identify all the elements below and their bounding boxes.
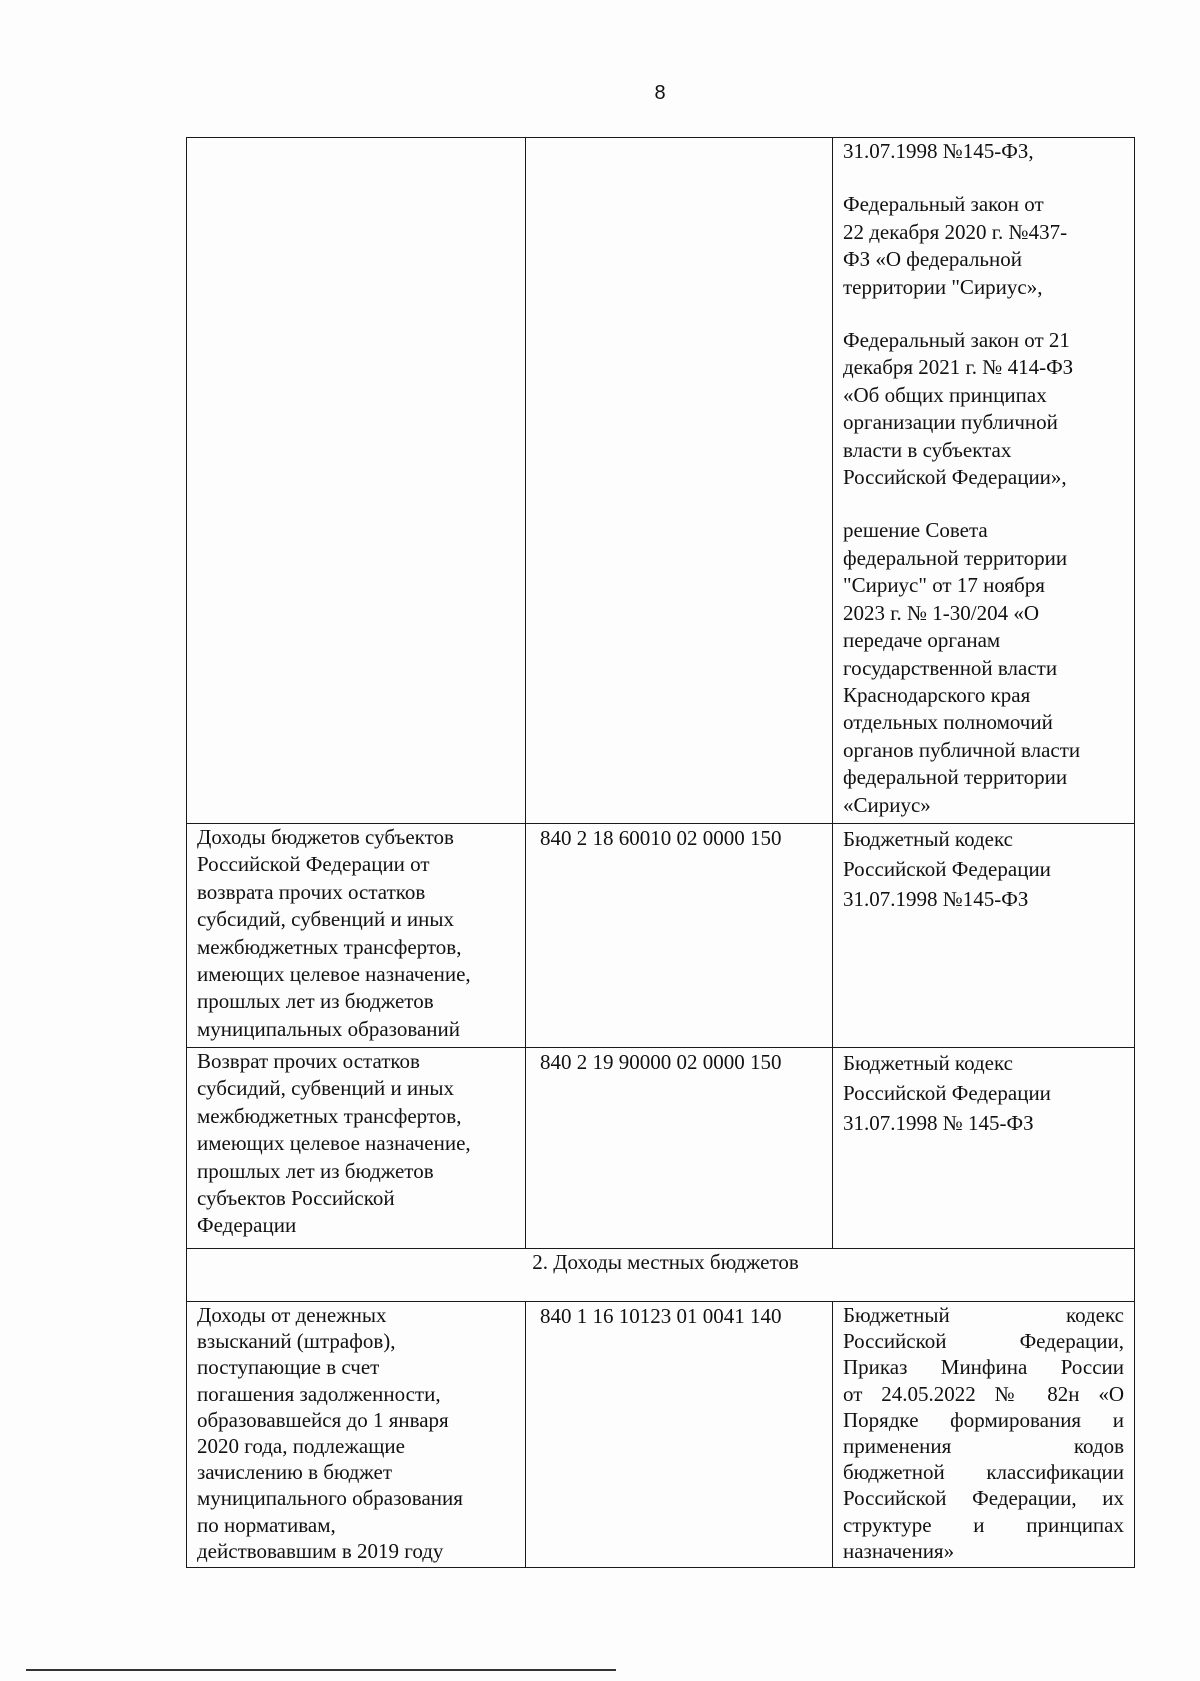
legal-basis-cell: Бюджетный кодекс Российской Федерации 31.07.1998 № 145-ФЗ — [833, 1048, 1135, 1249]
revenue-table — [186, 137, 1135, 1568]
table-row — [187, 1048, 1135, 1249]
legal-basis-paragraph: 31.07.1998 №145-ФЗ, — [843, 139, 1034, 163]
legal-basis-justified: Бюджетный кодекс Российской Федерации, Приказ Минфина России от 24.05.2022 № 82н «О Порядке формирования и применения кодов бюджетной классификации Российской Федерации, их структуре и принципах назначения» — [843, 1303, 1124, 1563]
description-cell: Доходы бюджетов субъектов Российской Федерации от возврата прочих остатков субсидий, субвенций и иных межбюджетных трансфертов, имеющих целевое назначение, прошлых лет из бюджетов муниципальных образований — [187, 824, 526, 1048]
section-heading-row — [187, 1249, 1135, 1302]
table-row — [187, 1302, 1135, 1568]
page-number: 8 — [654, 82, 666, 104]
code-cell: 840 1 16 10123 01 0041 140 — [526, 1302, 833, 1568]
table-row — [187, 824, 1135, 1048]
section-heading: 2. Доходы местных бюджетов — [187, 1249, 1135, 1302]
legal-basis-paragraph: Федеральный закон от 22 декабря 2020 г. №437- ФЗ «О федеральной территории "Сириус», — [843, 192, 1068, 299]
description-cell: Доходы от денежных взысканий (штрафов), поступающие в счет погашения задолженности, образовавшейся до 1 января 2020 года, подлежащие зачислению в бюджет муниципального образования по нормативам, действовавшим в 2019 году — [187, 1302, 526, 1568]
legal-basis-paragraph: решение Совета федеральной территории "Сириус" от 17 ноября 2023 г. № 1-30/204 «О передаче органам государственной власти Краснодарского края отдельных полномочий органов публичной власти федеральной территории «Сириус» — [843, 518, 1081, 817]
code-cell: 840 2 19 90000 02 0000 150 — [526, 1048, 833, 1249]
code-cell — [526, 138, 833, 824]
code-cell: 840 2 18 60010 02 0000 150 — [526, 824, 833, 1048]
description-cell: Возврат прочих остатков субсидий, субвенций и иных межбюджетных трансфертов, имеющих целевое назначение, прошлых лет из бюджетов субъектов Российской Федерации — [187, 1048, 526, 1249]
legal-basis-cell: Бюджетный кодекс Российской Федерации 31.07.1998 №145-ФЗ — [833, 824, 1135, 1048]
footer-rule — [26, 1669, 616, 1671]
table-row-continuation — [187, 138, 1135, 824]
legal-basis-cell — [833, 1302, 1135, 1568]
description-cell — [187, 138, 526, 824]
legal-basis-paragraph: Федеральный закон от 21 декабря 2021 г. № 414-ФЗ «Об общих принципах организации публичной власти в субъектах Российской Федерации», — [843, 328, 1074, 490]
legal-basis-cell — [833, 138, 1135, 824]
